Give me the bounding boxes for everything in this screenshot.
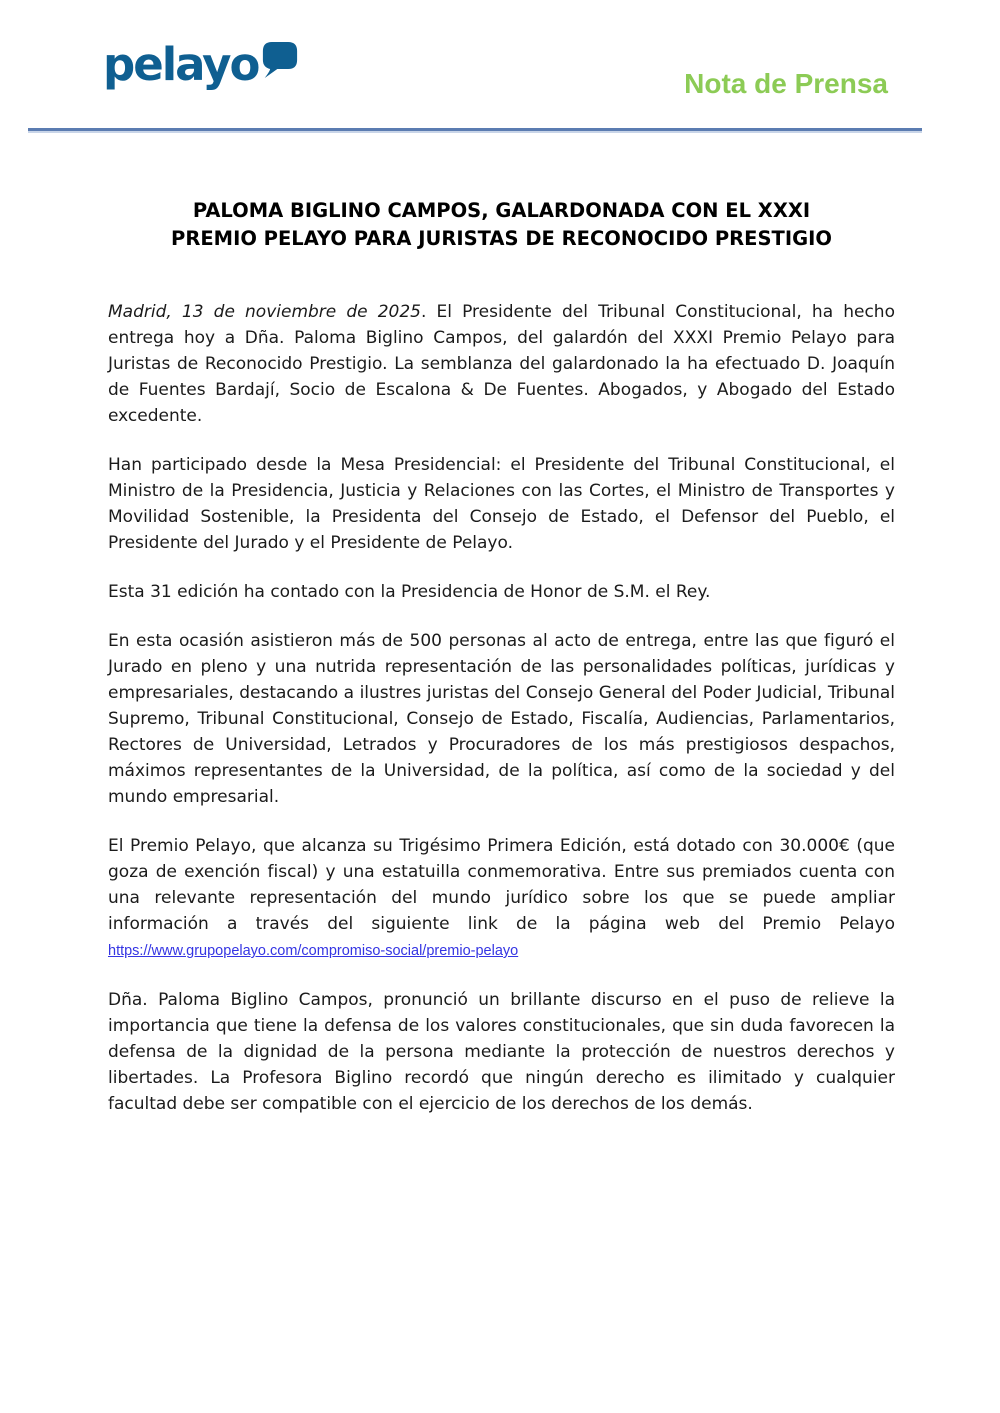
paragraph-4: En esta ocasión asistieron más de 500 personas al acto de entrega, entre las que figuró el Jurado en pleno y una nutrida representación de las personalidades políticas, jurídicas y empresariales, destacando a ilustres juristas del Consejo General del Poder Judicial, Tribunal Supremo, Tribunal Constitucional, Consejo de Estado, Fiscalía, Audiencias, Parlamentarios, Rectores de Universidad, Letrados y Procuradores de los más prestigiosos despachos, máximos representantes de la Universidad, de la política, así como de la sociedad y del mundo empresarial. xyxy=(108,631,895,807)
paragraph-5-text: El Premio Pelayo, que alcanza su Trigésimo Primera Edición, está dotado con 30.000€ (que goza de exención fiscal) y una estatuilla conmemorativa. Entre sus premiados cuenta con una relevante representación del mundo jurídico sobre los que se puede ampliar información a través del siguiente link de la página web del Premio Pelayo xyxy=(108,836,895,934)
paragraph-1-text: . El Presidente del Tribunal Constitucional, ha hecho entrega hoy a Dña. Paloma Biglino Campos, del galardón del XXXI Premio Pelayo para Juristas de Reconocido Prestigio. La semblanza del galardonado la ha efectuado D. Joaquín de Fuentes Bardají, Socio de Escalona & De Fuentes. Abogados, y Abogado del Estado excedente. xyxy=(108,302,895,426)
pelayo-logo xyxy=(103,36,298,94)
dateline-text: Madrid, 13 de noviembre de 2025 xyxy=(108,302,421,322)
header-divider xyxy=(28,128,922,131)
document-title xyxy=(108,197,895,253)
paragraph-5 xyxy=(108,833,895,964)
paragraph-2: Han participado desde la Mesa Presidencial: el Presidente del Tribunal Constitucional, el Ministro de la Presidencia, Justicia y Relaciones con las Cortes, el Ministro de Transportes y Movilidad Sostenible, la Presidenta del Consejo de Estado, el Defensor del Pueblo, el Presidente del Jurado y el Presidente de Pelayo. xyxy=(108,455,895,553)
document-title-line-2: PREMIO PELAYO PARA JURISTAS DE RECONOCIDO PRESTIGIO xyxy=(171,227,832,250)
document-title-line-1: PALOMA BIGLINO CAMPOS, GALARDONADA CON EL XXXI xyxy=(192,199,811,222)
paragraph-3: Esta 31 edición ha contado con la Presidencia de Honor de S.M. el Rey. xyxy=(108,582,711,602)
speech-bubble-icon xyxy=(262,40,298,80)
paragraph-dateline xyxy=(108,299,895,429)
document-content xyxy=(108,197,895,1140)
paragraph-6: Dña. Paloma Biglino Campos, pronunció un brillante discurso en el puso de relieve la importancia que tiene la defensa de los valores constitucionales, que sin duda favorecen la defensa de la dignidad de la persona mediante la protección de nuestros derechos y libertades. La Profesora Biglino recordó que ningún derecho es ilimitado y cualquier facultad debe ser compatible con el ejercicio de los derechos de los demás. xyxy=(108,990,895,1114)
premio-pelayo-link[interactable]: https://www.grupopelayo.com/compromiso-social/premio-pelayo xyxy=(108,943,519,959)
press-release-label: Nota de Prensa xyxy=(684,68,888,99)
pelayo-logo-text: pelayo xyxy=(103,38,259,91)
